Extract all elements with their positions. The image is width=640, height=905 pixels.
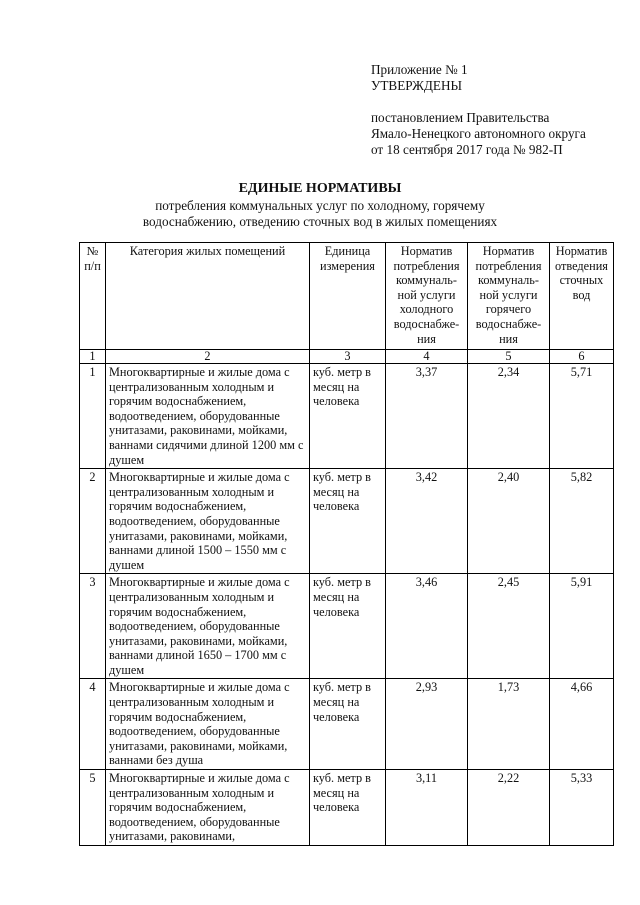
table-row xyxy=(80,770,614,846)
row-hot-water: 2,40 xyxy=(468,469,550,574)
row-number: 3 xyxy=(80,574,106,679)
header-hot-water: Норматив потребления коммуналь-ной услуги горячего водоснабже-ния xyxy=(468,243,550,350)
row-hot-water: 2,45 xyxy=(468,574,550,679)
row-unit: куб. метр в месяц на человека xyxy=(310,770,386,846)
row-category: Многоквартирные и жилые дома с централизованным холодным и горячим водоснабжением, водоотведением, оборудованные унитазами, раковинами, xyxy=(106,770,310,846)
row-cold-water: 3,11 xyxy=(386,770,468,846)
row-unit: куб. метр в месяц на человека xyxy=(310,364,386,469)
table-row xyxy=(80,469,614,574)
row-wastewater: 5,82 xyxy=(550,469,614,574)
decree-line: от 18 сентября 2017 года № 982-П xyxy=(371,142,563,157)
title-subtitle: водоснабжению, отведению сточных вод в жилых помещениях xyxy=(142,214,498,229)
row-category: Многоквартирные и жилые дома с централизованным холодным и горячим водоснабжением, водоотведением, оборудованные унитазами, раковинами, мойками, ваннами сидячими длиной 1200 мм с душем xyxy=(106,364,310,469)
row-cold-water: 3,37 xyxy=(386,364,468,469)
column-index: 4 xyxy=(386,350,468,364)
header-wastewater: Норматив отведения сточных вод xyxy=(550,243,614,350)
table-row xyxy=(80,679,614,770)
header-num: № п/п xyxy=(80,243,106,350)
row-cold-water: 3,42 xyxy=(386,469,468,574)
row-number: 4 xyxy=(80,679,106,770)
table-row xyxy=(80,574,614,679)
row-wastewater: 4,66 xyxy=(550,679,614,770)
row-hot-water: 2,22 xyxy=(468,770,550,846)
row-unit: куб. метр в месяц на человека xyxy=(310,469,386,574)
header-unit: Единица измерения xyxy=(310,243,386,350)
column-index: 5 xyxy=(468,350,550,364)
row-hot-water: 1,73 xyxy=(468,679,550,770)
column-index: 1 xyxy=(80,350,106,364)
approved-label: УТВЕРЖДЕНЫ xyxy=(371,78,463,93)
row-cold-water: 2,93 xyxy=(386,679,468,770)
column-index: 2 xyxy=(106,350,310,364)
column-index-row xyxy=(80,350,614,364)
decree-line: Ямало-Ненецкого автономного округа xyxy=(371,126,586,141)
header-category: Категория жилых помещений xyxy=(106,243,310,350)
row-unit: куб. метр в месяц на человека xyxy=(310,679,386,770)
document-title xyxy=(0,180,640,230)
table-header-row xyxy=(80,243,614,350)
row-number: 1 xyxy=(80,364,106,469)
appendix-label: Приложение № 1 xyxy=(371,62,468,77)
title-main: ЕДИНЫЕ НОРМАТИВЫ xyxy=(238,181,402,196)
row-wastewater: 5,71 xyxy=(550,364,614,469)
row-hot-water: 2,34 xyxy=(468,364,550,469)
row-unit: куб. метр в месяц на человека xyxy=(310,574,386,679)
row-category: Многоквартирные и жилые дома с централизованным холодным и горячим водоснабжением, водоотведением, оборудованные унитазами, раковинами, мойками, ваннами длиной 1500 – 1550 мм с душем xyxy=(106,469,310,574)
row-cold-water: 3,46 xyxy=(386,574,468,679)
column-index: 6 xyxy=(550,350,614,364)
decree-line: постановлением Правительства xyxy=(371,110,550,125)
table-row xyxy=(80,364,614,469)
row-wastewater: 5,91 xyxy=(550,574,614,679)
row-number: 5 xyxy=(80,770,106,846)
row-number: 2 xyxy=(80,469,106,574)
norms-table xyxy=(79,242,614,846)
row-category: Многоквартирные и жилые дома с централизованным холодным и горячим водоснабжением, водоотведением, оборудованные унитазами, раковинами, мойками, ваннами длиной 1650 – 1700 мм с душем xyxy=(106,574,310,679)
row-category: Многоквартирные и жилые дома с централизованным холодным и горячим водоснабжением, водоотведением, оборудованные унитазами, раковинами, мойками, ваннами без душа xyxy=(106,679,310,770)
title-subtitle: потребления коммунальных услуг по холодному, горячему xyxy=(155,198,485,213)
header-cold-water: Норматив потребления коммуналь-ной услуги холодного водоснабже-ния xyxy=(386,243,468,350)
approval-stamp xyxy=(371,62,586,158)
row-wastewater: 5,33 xyxy=(550,770,614,846)
column-index: 3 xyxy=(310,350,386,364)
